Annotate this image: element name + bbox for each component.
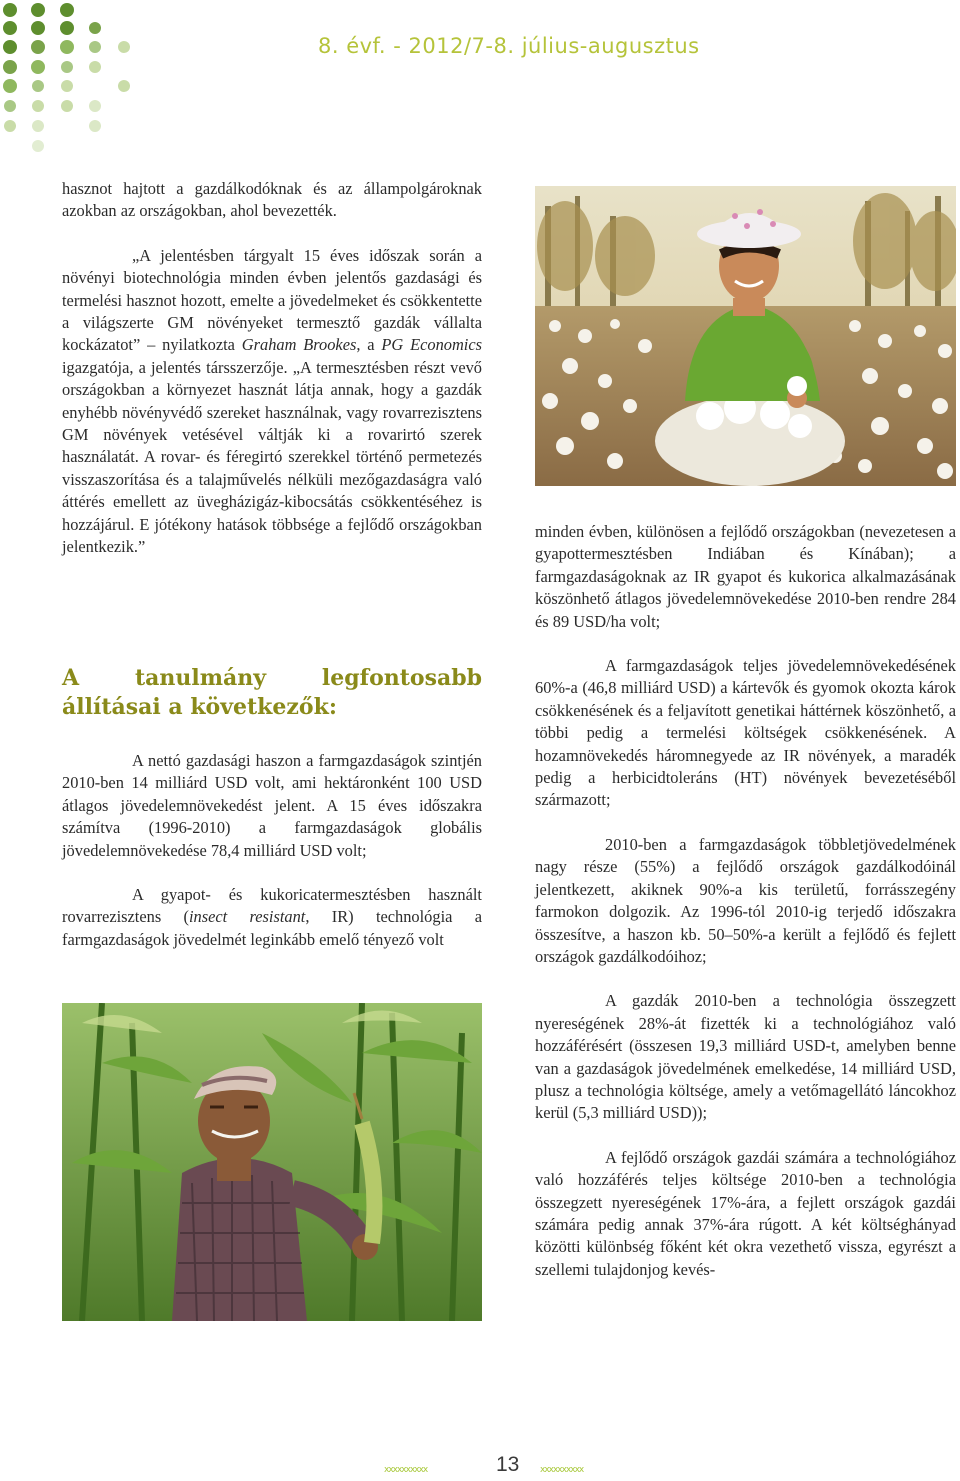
- organization-name: PG Economics: [381, 335, 483, 355]
- paragraph-quote: „A jelentésben tárgyalt 15 éves időszak során a növényi biotechnológia minden évben jelentős gazdasági és termelési hasznot hozott, emelte a jövedelmeket és csökkentette a világszerte GM növényeket termesztő gazdák vállalta kockázatot” – nyilatkozta Graham Brookes, a PG Economics igazgatója, a jelentés társszerzője. „A termesztésben részt vevő országokban a környezet hasznát látja annak, hogy a gazdák enyhébb növényvédő szereket használnak, vagy rovarrezisztens GM növények vetésével váltják ki a rovarirtó szerek használatát. A rovar- és féregirtó szerekkel történő permetezés visszaszorítása és a talajművelés nélküli mezőgazdaságra való áttérés emellett az üvegházigáz-kibocsátás csökkentéséhez is hozzájárul. E jótékony hatások többsége a fejlődő országokban jelentkezik.”: [62, 245, 483, 557]
- person-name: Graham Brookes: [241, 335, 357, 355]
- corn-farmer-photo: [62, 1003, 482, 1321]
- right-column: [535, 521, 956, 1281]
- paragraph: A gazdák 2010-ben a technológia összegzett nyereségének 28%-át fizették ki a technológiához való hozzáférésért (összesen 19,3 milliárd USD-t, amelyben benne van a gazdaságok jövedelmének emelkedése, 14 milliárd USD, plusz a technológia költsége, amely a vetőmagellátó láncokhoz kerül (5,3 milliárd USD));: [535, 991, 956, 1123]
- paragraph: A gyapot- és kukoricatermesztésben használt rovarrezisztens (insect resistant, IR) technológia a farmgazdaságok jövedelmét leginkább emelő tényező volt: [62, 885, 482, 949]
- left-column-upper: [62, 178, 482, 559]
- paragraph: minden évben, különösen a fejlődő országokban (nevezetesen a gyapottermesztésben Indiában és Kínában); a farmgazdaságoknak az IR gyapot és kukorica alkalmazásának köszönhető átlagos jövedelemnövekedése 2010-ben rendre 284 és 89 USD/ha volt;: [535, 522, 956, 631]
- paragraph: A fejlődő országok gazdái számára a technológiához való hozzáférés teljes költsége 2010-ben a technológia összegzett nyereségének 17%-ára, a fejlett országok gazdái számára pedig annak 37%-ára rúgott. A két költséghányad közötti különbség főként két okra vezethető vissza, egyrészt a szellemi tulajdonjog kevés-: [535, 1147, 956, 1279]
- footer-ornament-right: xxxxxxxxxx: [540, 1465, 584, 1475]
- section-heading: A tanulmány legfontosabb állításai a következők:: [62, 665, 482, 720]
- paragraph: A nettó gazdasági haszon a farmgazdaságok szintjén 2010-ben 14 milliárd USD volt, ami hektáronként 100 USD átlagos jövedelemnövekedést jelent. A 15 éves időszakra számítva (1996-2010) a farmgazdaságok globális jövedelemnövekedése 78,4 milliárd USD volt;: [62, 751, 482, 860]
- dot-pattern-decoration: [0, 0, 140, 160]
- page-number: 13: [496, 1453, 520, 1476]
- paragraph: hasznot hajtott a gazdálkodóknak és az állampolgároknak azokban az országokban, ahol bevezették.: [62, 179, 482, 221]
- cotton-picker-photo: [535, 186, 956, 486]
- footer-ornament-left: xxxxxxxxxx: [384, 1465, 428, 1475]
- issue-header: 8. évf. - 2012/7-8. július-augusztus: [318, 34, 700, 58]
- left-column-lower: [62, 750, 482, 951]
- english-term: insect resistant: [188, 907, 306, 927]
- paragraph: 2010-ben a farmgazdaságok többletjövedelmének nagy része (55%) a fejlődő országok gazdálkodóinál jelentkezett, akiknek 90%-a kis területű, forrásszegény farmokon dolgozik. Az 1996-tól 2010-ig terjedő időszakra összesítve, a haszon kb. 50–50%-a került a fejlődő és fejlett országok gazdálkodóihoz;: [535, 834, 956, 966]
- paragraph: A farmgazdaságok teljes jövedelemnövekedésének 60%-a (46,8 milliárd USD) a kártevők és gyomok okozta károk csökkenésének és a feljavított genetikai háttérnek köszönhető, a többi pedig a termelési költségek csökkenésének. A hozamnövekedés háromnegyede az IR növények, a maradék pedig a herbicidtoleráns (HT) növények bevezetéséből származott;: [535, 656, 956, 810]
